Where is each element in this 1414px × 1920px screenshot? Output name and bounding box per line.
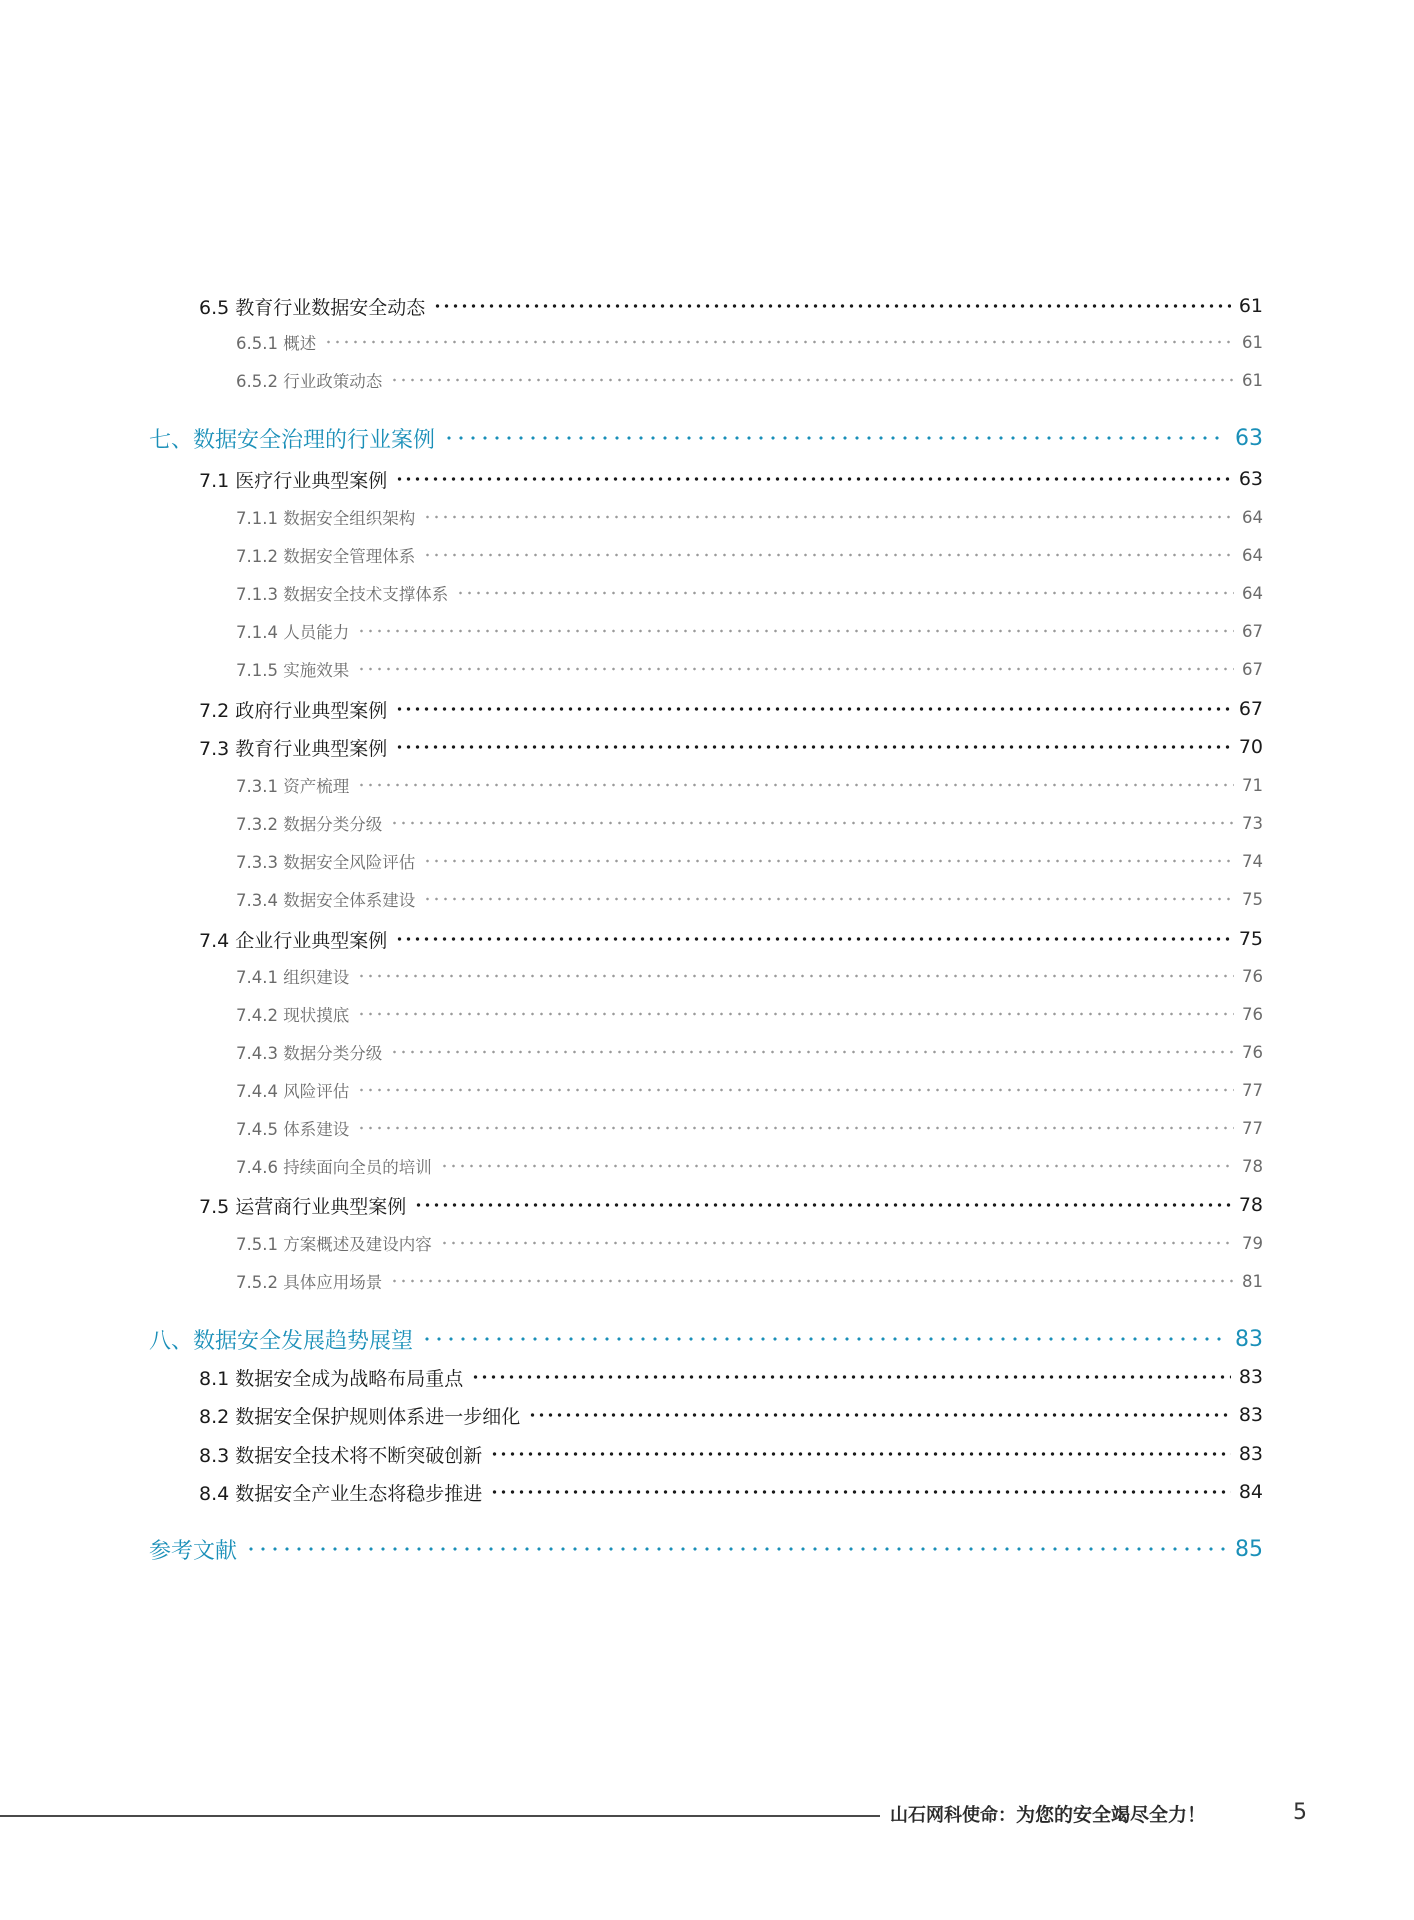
toc-section[interactable] [199, 921, 1263, 957]
toc-leader-dots [357, 1088, 1234, 1092]
toc-entry-title: 7.4 企业行业典型案例 [199, 929, 388, 952]
toc-entry-title: 7.4.1 组织建设 [236, 968, 350, 987]
toc-entry-title: 七、数据安全治理的行业案例 [149, 427, 436, 453]
toc-subsection[interactable] [236, 1149, 1263, 1183]
toc-entry-title: 8.1 数据安全成为战略布局重点 [199, 1367, 464, 1390]
toc-subsection[interactable] [236, 882, 1263, 916]
toc-chapter[interactable] [149, 1320, 1263, 1358]
toc-entry-title: 7.3.2 数据分类分级 [236, 815, 383, 834]
toc-entry-page: 75 [1238, 928, 1263, 950]
toc-entry-title: 7.3.4 数据安全体系建设 [236, 891, 416, 910]
toc-entry-page: 71 [1242, 775, 1263, 795]
toc-entry-page: 61 [1242, 370, 1263, 390]
toc-leader-dots [390, 1279, 1234, 1283]
toc-entry-title: 7.3.1 资产梳理 [236, 777, 350, 796]
toc-entry-page: 64 [1242, 507, 1263, 527]
toc-subsection[interactable] [236, 1264, 1263, 1298]
toc-leader-dots [357, 783, 1234, 787]
toc-subsection[interactable] [236, 500, 1263, 534]
toc-entry-title: 7.2 政府行业典型案例 [199, 699, 388, 722]
toc-entry-title: 参考文献 [149, 1538, 238, 1564]
toc-leader-dots [390, 1050, 1234, 1054]
toc-subsection[interactable] [236, 844, 1263, 878]
toc-leader-dots [357, 974, 1234, 978]
toc-entry-title: 7.3.3 数据安全风险评估 [236, 853, 416, 872]
toc-leader-dots [423, 897, 1234, 901]
toc-section[interactable] [199, 288, 1263, 324]
toc-leader-dots [357, 1012, 1234, 1016]
toc-subsection[interactable] [236, 768, 1263, 802]
toc-leader-dots [390, 821, 1234, 825]
toc-entry-title: 7.5.1 方案概述及建设内容 [236, 1235, 432, 1254]
toc-entry-title: 7.3 教育行业典型案例 [199, 737, 388, 760]
toc-leader-dots [414, 1203, 1231, 1207]
toc-entry-title: 7.1.5 实施效果 [236, 661, 350, 680]
toc-subsection[interactable] [236, 538, 1263, 572]
toc-section[interactable] [199, 1397, 1263, 1433]
toc-chapter[interactable] [149, 419, 1263, 457]
toc-entry-page: 61 [1242, 332, 1263, 352]
toc-entry-page: 67 [1238, 698, 1263, 720]
toc-leader-dots [440, 1164, 1234, 1168]
toc-entry-page: 67 [1242, 621, 1263, 641]
toc-entry-page: 76 [1242, 1042, 1263, 1062]
toc-leader-dots [423, 859, 1234, 863]
toc-leader-dots [423, 553, 1234, 557]
toc-section[interactable] [199, 691, 1263, 727]
toc-section[interactable] [199, 1436, 1263, 1472]
toc-section[interactable] [199, 461, 1263, 497]
toc-chapter[interactable] [149, 1530, 1263, 1568]
toc-leader-dots [390, 378, 1234, 382]
toc-entry-page: 83 [1238, 1404, 1263, 1426]
toc-subsection[interactable] [236, 997, 1263, 1031]
toc-entry-page: 67 [1242, 659, 1263, 679]
toc-subsection[interactable] [236, 363, 1263, 397]
toc-leader-dots [395, 745, 1231, 749]
toc-leader-dots [357, 629, 1234, 633]
toc-entry-title: 6.5.2 行业政策动态 [236, 372, 383, 391]
toc-entry-page: 79 [1242, 1233, 1263, 1253]
toc-entry-title: 7.4.6 持续面向全员的培训 [236, 1158, 432, 1177]
toc-subsection[interactable] [236, 614, 1263, 648]
toc-leader-dots [395, 477, 1231, 481]
toc-leader-dots [443, 436, 1227, 440]
toc-entry-page: 63 [1238, 468, 1263, 490]
toc-subsection[interactable] [236, 325, 1263, 359]
toc-entry-page: 64 [1242, 545, 1263, 565]
toc-subsection[interactable] [236, 1073, 1263, 1107]
toc-subsection[interactable] [236, 1035, 1263, 1069]
toc-section[interactable] [199, 1474, 1263, 1510]
toc-subsection[interactable] [236, 576, 1263, 610]
toc-leader-dots [357, 667, 1234, 671]
toc-leader-dots [395, 937, 1231, 941]
toc-entry-page: 78 [1242, 1156, 1263, 1176]
toc-entry-page: 64 [1242, 583, 1263, 603]
toc-entry-title: 7.1.2 数据安全管理体系 [236, 547, 416, 566]
toc-entry-page: 78 [1238, 1194, 1263, 1216]
toc-leader-dots [245, 1547, 1227, 1551]
footer-slogan [890, 1800, 1206, 1827]
toc-leader-dots [528, 1413, 1231, 1417]
toc-entry-title: 7.4.2 现状摸底 [236, 1006, 350, 1025]
toc-entry-title: 6.5 教育行业数据安全动态 [199, 296, 426, 319]
toc-entry-title: 7.1.1 数据安全组织架构 [236, 509, 416, 528]
toc-entry-page: 76 [1242, 1004, 1263, 1024]
toc-entry-page: 84 [1238, 1481, 1263, 1503]
slogan-text: 为您的安全竭尽全力！ [1016, 1804, 1207, 1826]
toc-entry-page: 83 [1238, 1366, 1263, 1388]
toc-leader-dots [433, 304, 1231, 308]
toc-entry-page: 85 [1235, 1536, 1263, 1562]
toc-entry-title: 7.4.5 体系建设 [236, 1120, 350, 1139]
toc-entry-page: 77 [1242, 1080, 1263, 1100]
toc-entry-title: 7.5.2 具体应用场景 [236, 1273, 383, 1292]
slogan-prefix: 山石网科使命： [890, 1805, 1016, 1826]
toc-subsection[interactable] [236, 1226, 1263, 1260]
toc-entry-page: 75 [1242, 889, 1263, 909]
toc-leader-dots [471, 1375, 1231, 1379]
toc-subsection[interactable] [236, 1111, 1263, 1145]
toc-leader-dots [423, 515, 1234, 519]
toc-section[interactable] [199, 1187, 1263, 1223]
toc-entry-title: 8.4 数据安全产业生态将稳步推进 [199, 1482, 483, 1505]
toc-entry-page: 83 [1238, 1443, 1263, 1465]
footer-rule [0, 1815, 880, 1817]
toc-leader-dots [395, 707, 1231, 711]
toc-entry-title: 6.5.1 概述 [236, 334, 317, 353]
toc-entry-title: 7.1.3 数据安全技术支撑体系 [236, 585, 449, 604]
toc-leader-dots [456, 591, 1234, 595]
toc-leader-dots [490, 1452, 1231, 1456]
toc-leader-dots [324, 340, 1234, 344]
toc-entry-page: 74 [1242, 851, 1263, 871]
toc-entry-page: 70 [1238, 736, 1263, 758]
toc-entry-title: 7.1.4 人员能力 [236, 623, 350, 642]
toc-leader-dots [440, 1241, 1234, 1245]
toc-subsection[interactable] [236, 806, 1263, 840]
toc-leader-dots [490, 1490, 1231, 1494]
toc-entry-title: 8.2 数据安全保护规则体系进一步细化 [199, 1405, 521, 1428]
toc-subsection[interactable] [236, 652, 1263, 686]
toc-subsection[interactable] [236, 959, 1263, 993]
toc-section[interactable] [199, 729, 1263, 765]
toc-entry-title: 八、数据安全发展趋势展望 [149, 1328, 414, 1354]
toc-leader-dots [421, 1337, 1227, 1341]
page-number: 5 [1293, 1800, 1307, 1825]
toc-entry-page: 83 [1235, 1326, 1263, 1352]
toc-entry-title: 7.4.4 风险评估 [236, 1082, 350, 1101]
toc-entry-page: 63 [1235, 425, 1263, 451]
toc-entry-title: 7.1 医疗行业典型案例 [199, 469, 388, 492]
toc-entry-title: 8.3 数据安全技术将不断突破创新 [199, 1444, 483, 1467]
toc-section[interactable] [199, 1359, 1263, 1395]
toc-entry-page: 77 [1242, 1118, 1263, 1138]
toc-leader-dots [357, 1126, 1234, 1130]
toc-entry-page: 73 [1242, 813, 1263, 833]
toc-entry-page: 76 [1242, 966, 1263, 986]
toc-entry-page: 61 [1238, 295, 1263, 317]
toc-entry-page: 81 [1242, 1271, 1263, 1291]
toc-entry-title: 7.5 运营商行业典型案例 [199, 1195, 407, 1218]
toc-entry-title: 7.4.3 数据分类分级 [236, 1044, 383, 1063]
